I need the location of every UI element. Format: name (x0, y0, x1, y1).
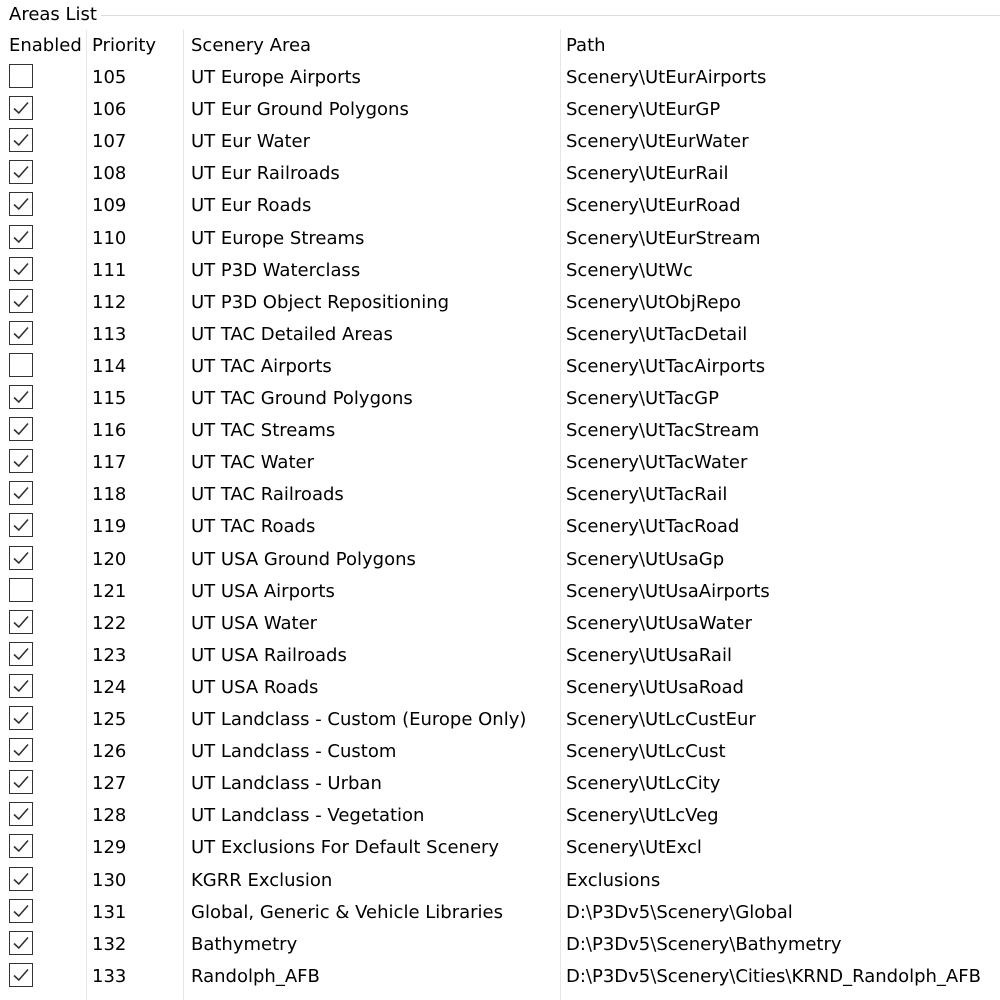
enabled-checkbox[interactable] (9, 899, 33, 923)
enabled-checkbox[interactable] (9, 834, 33, 858)
scenery-area-cell: UT TAC Streams (191, 420, 336, 442)
enabled-checkbox[interactable] (9, 770, 33, 794)
enabled-checkbox[interactable] (9, 931, 33, 955)
checkmark-icon (12, 805, 30, 823)
path-cell: Scenery\UtTacDetail (566, 323, 748, 345)
checkmark-icon (12, 645, 30, 663)
path-cell: Scenery\UtUsaWater (566, 612, 753, 634)
checkmark-icon (12, 195, 30, 213)
priority-cell: 122 (92, 612, 127, 634)
enabled-checkbox[interactable] (9, 706, 33, 730)
scenery-area-cell: UT P3D Waterclass (191, 259, 361, 281)
checkmark-icon (12, 902, 30, 920)
priority-cell: 112 (92, 291, 127, 313)
table-row[interactable] (0, 415, 1000, 447)
scenery-area-cell: UT Exclusions For Default Scenery (191, 837, 500, 859)
priority-cell: 105 (92, 67, 127, 88)
table-row[interactable] (0, 576, 1000, 608)
checkmark-icon (12, 292, 30, 310)
priority-cell: 129 (92, 837, 127, 859)
scenery-area-cell: UT Europe Airports (191, 67, 361, 88)
enabled-checkbox[interactable] (9, 674, 33, 698)
table-row[interactable] (0, 544, 1000, 576)
path-cell: Scenery\UtEurAirports (566, 67, 767, 88)
path-cell: Scenery\UtEurRoad (566, 195, 741, 217)
table-row[interactable] (0, 190, 1000, 222)
column-header-scenery-area[interactable]: Scenery Area (191, 35, 312, 56)
path-cell: Scenery\UtLcCity (566, 773, 721, 795)
enabled-checkbox[interactable] (9, 642, 33, 666)
enabled-checkbox[interactable] (9, 96, 33, 120)
column-header-path[interactable]: Path (566, 35, 606, 56)
enabled-checkbox[interactable] (9, 225, 33, 249)
path-cell: Scenery\UtUsaRoad (566, 676, 744, 698)
priority-cell: 116 (92, 420, 127, 442)
table-row[interactable] (0, 511, 1000, 543)
priority-cell: 110 (92, 227, 127, 249)
priority-cell: 119 (92, 516, 127, 538)
table-row[interactable] (0, 832, 1000, 864)
path-cell: Scenery\UtEurStream (566, 227, 761, 249)
priority-cell: 106 (92, 99, 127, 121)
path-cell: Scenery\UtTacStream (566, 420, 760, 442)
scenery-area-cell: UT TAC Detailed Areas (191, 323, 393, 345)
path-cell: Scenery\UtExcl (566, 837, 702, 859)
scenery-area-cell: UT Eur Ground Polygons (191, 99, 409, 121)
path-cell: D:\P3Dv5\Scenery\Global (566, 901, 793, 923)
scenery-area-cell: Global, Generic & Vehicle Libraries (191, 901, 503, 923)
priority-cell: 107 (92, 131, 127, 153)
path-cell: Scenery\UtTacWater (566, 452, 748, 474)
scenery-area-cell: Bathymetry (191, 933, 298, 955)
table-row[interactable] (0, 319, 1000, 351)
path-cell: Exclusions (566, 869, 661, 891)
scenery-area-cell: KGRR Exclusion (191, 869, 333, 891)
path-cell: Scenery\UtTacGP (566, 388, 719, 409)
table-row[interactable] (0, 62, 1000, 94)
enabled-checkbox[interactable] (9, 289, 33, 313)
enabled-checkbox[interactable] (9, 385, 33, 409)
priority-cell: 121 (92, 580, 127, 602)
list-header (0, 30, 1000, 62)
table-row[interactable] (0, 223, 1000, 255)
checkmark-icon (12, 163, 30, 181)
table-row[interactable] (0, 126, 1000, 158)
path-cell: Scenery\UtLcCust (566, 741, 726, 763)
path-cell: Scenery\UtWc (566, 259, 693, 281)
checkmark-icon (12, 260, 30, 278)
priority-cell: 114 (92, 355, 127, 377)
checkmark-icon (12, 934, 30, 952)
scenery-area-cell: UT TAC Roads (191, 516, 316, 538)
scenery-area-cell: UT Landclass - Vegetation (191, 805, 425, 827)
scenery-area-cell: UT Eur Roads (191, 195, 312, 217)
checkmark-icon (12, 677, 30, 695)
enabled-checkbox[interactable] (9, 192, 33, 216)
checkmark-icon (12, 613, 30, 631)
path-cell: Scenery\UtLcVeg (566, 805, 719, 827)
groupbox-border (90, 15, 1000, 16)
scenery-area-cell: UT Eur Water (191, 131, 311, 153)
table-row[interactable] (0, 479, 1000, 511)
priority-cell: 126 (92, 741, 127, 763)
checkmark-icon (12, 484, 30, 502)
scenery-area-cell: UT USA Water (191, 612, 318, 634)
checkmark-icon (12, 870, 30, 888)
scenery-area-cell: UT USA Roads (191, 676, 319, 698)
scenery-area-cell: UT Landclass - Custom (Europe Only) (191, 709, 527, 730)
enabled-checkbox[interactable] (9, 257, 33, 281)
table-row[interactable] (0, 255, 1000, 287)
path-cell: Scenery\UtEurRail (566, 163, 729, 185)
path-cell: Scenery\UtTacAirports (566, 355, 766, 377)
table-row[interactable] (0, 929, 1000, 961)
checkmark-icon (12, 99, 30, 117)
path-cell: Scenery\UtObjRepo (566, 291, 742, 313)
table-row[interactable] (0, 704, 1000, 736)
enabled-checkbox[interactable] (9, 481, 33, 505)
enabled-checkbox[interactable] (9, 546, 33, 570)
scenery-area-cell: UT P3D Object Repositioning (191, 291, 450, 313)
priority-cell: 130 (92, 869, 127, 891)
table-row[interactable] (0, 961, 1000, 993)
checkmark-icon (12, 228, 30, 246)
priority-cell: 115 (92, 388, 127, 409)
priority-cell: 124 (92, 676, 127, 698)
checkmark-icon (12, 131, 30, 149)
enabled-checkbox[interactable] (9, 353, 33, 377)
enabled-checkbox[interactable] (9, 610, 33, 634)
table-row[interactable] (0, 640, 1000, 672)
table-row[interactable] (0, 897, 1000, 929)
priority-cell: 118 (92, 484, 127, 506)
scenery-area-cell: UT Eur Railroads (191, 163, 340, 185)
enabled-checkbox[interactable] (9, 963, 33, 987)
enabled-checkbox[interactable] (9, 321, 33, 345)
column-header-enabled[interactable]: Enabled (9, 35, 82, 56)
priority-cell: 128 (92, 805, 127, 827)
checkmark-icon (12, 709, 30, 727)
checkmark-icon (12, 388, 30, 406)
priority-cell: 120 (92, 548, 127, 570)
table-row[interactable] (0, 351, 1000, 383)
path-cell: Scenery\UtEurGP (566, 99, 721, 121)
priority-cell: 109 (92, 195, 127, 217)
scenery-area-cell: UT Europe Streams (191, 227, 365, 249)
priority-cell: 117 (92, 452, 127, 474)
table-row[interactable] (0, 287, 1000, 319)
priority-cell: 133 (92, 965, 127, 987)
priority-cell: 123 (92, 644, 127, 666)
scenery-area-cell: Randolph_AFB (191, 965, 320, 987)
checkmark-icon (12, 420, 30, 438)
column-header-priority[interactable]: Priority (92, 35, 157, 56)
scenery-area-cell: UT TAC Railroads (191, 484, 344, 506)
enabled-checkbox[interactable] (9, 128, 33, 152)
scenery-area-cell: UT USA Railroads (191, 644, 347, 666)
enabled-checkbox[interactable] (9, 513, 33, 537)
groupbox-title: Areas List (9, 3, 101, 27)
table-row[interactable] (0, 447, 1000, 479)
checkmark-icon (12, 966, 30, 984)
table-row[interactable] (0, 383, 1000, 415)
scenery-area-cell: UT TAC Airports (191, 355, 332, 377)
path-cell: Scenery\UtEurWater (566, 131, 749, 153)
checkmark-icon (12, 549, 30, 567)
enabled-checkbox[interactable] (9, 802, 33, 826)
enabled-checkbox[interactable] (9, 578, 33, 602)
checkmark-icon (12, 452, 30, 470)
table-row[interactable] (0, 672, 1000, 704)
table-row[interactable] (0, 94, 1000, 126)
scenery-area-cell: UT TAC Ground Polygons (191, 388, 413, 409)
path-cell: Scenery\UtUsaAirports (566, 580, 770, 602)
enabled-checkbox[interactable] (9, 867, 33, 891)
scenery-area-cell: UT TAC Water (191, 452, 314, 474)
areas-list[interactable] (0, 30, 1000, 1000)
table-row[interactable] (0, 768, 1000, 800)
enabled-checkbox[interactable] (9, 738, 33, 762)
table-row[interactable] (0, 736, 1000, 768)
priority-cell: 113 (92, 323, 127, 345)
priority-cell: 111 (92, 259, 127, 281)
path-cell: Scenery\UtUsaGp (566, 548, 725, 570)
enabled-checkbox[interactable] (9, 417, 33, 441)
priority-cell: 127 (92, 773, 127, 795)
priority-cell: 131 (92, 901, 127, 923)
path-cell: D:\P3Dv5\Scenery\Cities\KRND_Randolph_AFB (566, 965, 981, 987)
checkmark-icon (12, 773, 30, 791)
scenery-area-cell: UT USA Ground Polygons (191, 548, 416, 570)
checkmark-icon (12, 324, 30, 342)
scenery-area-cell: UT Landclass - Custom (191, 741, 397, 763)
table-row[interactable] (0, 800, 1000, 832)
checkmark-icon (12, 837, 30, 855)
path-cell: Scenery\UtUsaRail (566, 644, 732, 666)
priority-cell: 132 (92, 933, 127, 955)
table-row[interactable] (0, 865, 1000, 897)
enabled-checkbox[interactable] (9, 449, 33, 473)
table-row[interactable] (0, 158, 1000, 190)
scenery-area-cell: UT USA Airports (191, 580, 335, 602)
scenery-area-cell: UT Landclass - Urban (191, 773, 382, 795)
checkmark-icon (12, 516, 30, 534)
path-cell: D:\P3Dv5\Scenery\Bathymetry (566, 933, 842, 955)
priority-cell: 108 (92, 163, 127, 185)
table-row[interactable] (0, 608, 1000, 640)
path-cell: Scenery\UtTacRoad (566, 516, 740, 538)
enabled-checkbox[interactable] (9, 160, 33, 184)
enabled-checkbox[interactable] (9, 64, 33, 88)
priority-cell: 125 (92, 709, 127, 730)
path-cell: Scenery\UtLcCustEur (566, 709, 756, 730)
checkmark-icon (12, 741, 30, 759)
path-cell: Scenery\UtTacRail (566, 484, 728, 506)
